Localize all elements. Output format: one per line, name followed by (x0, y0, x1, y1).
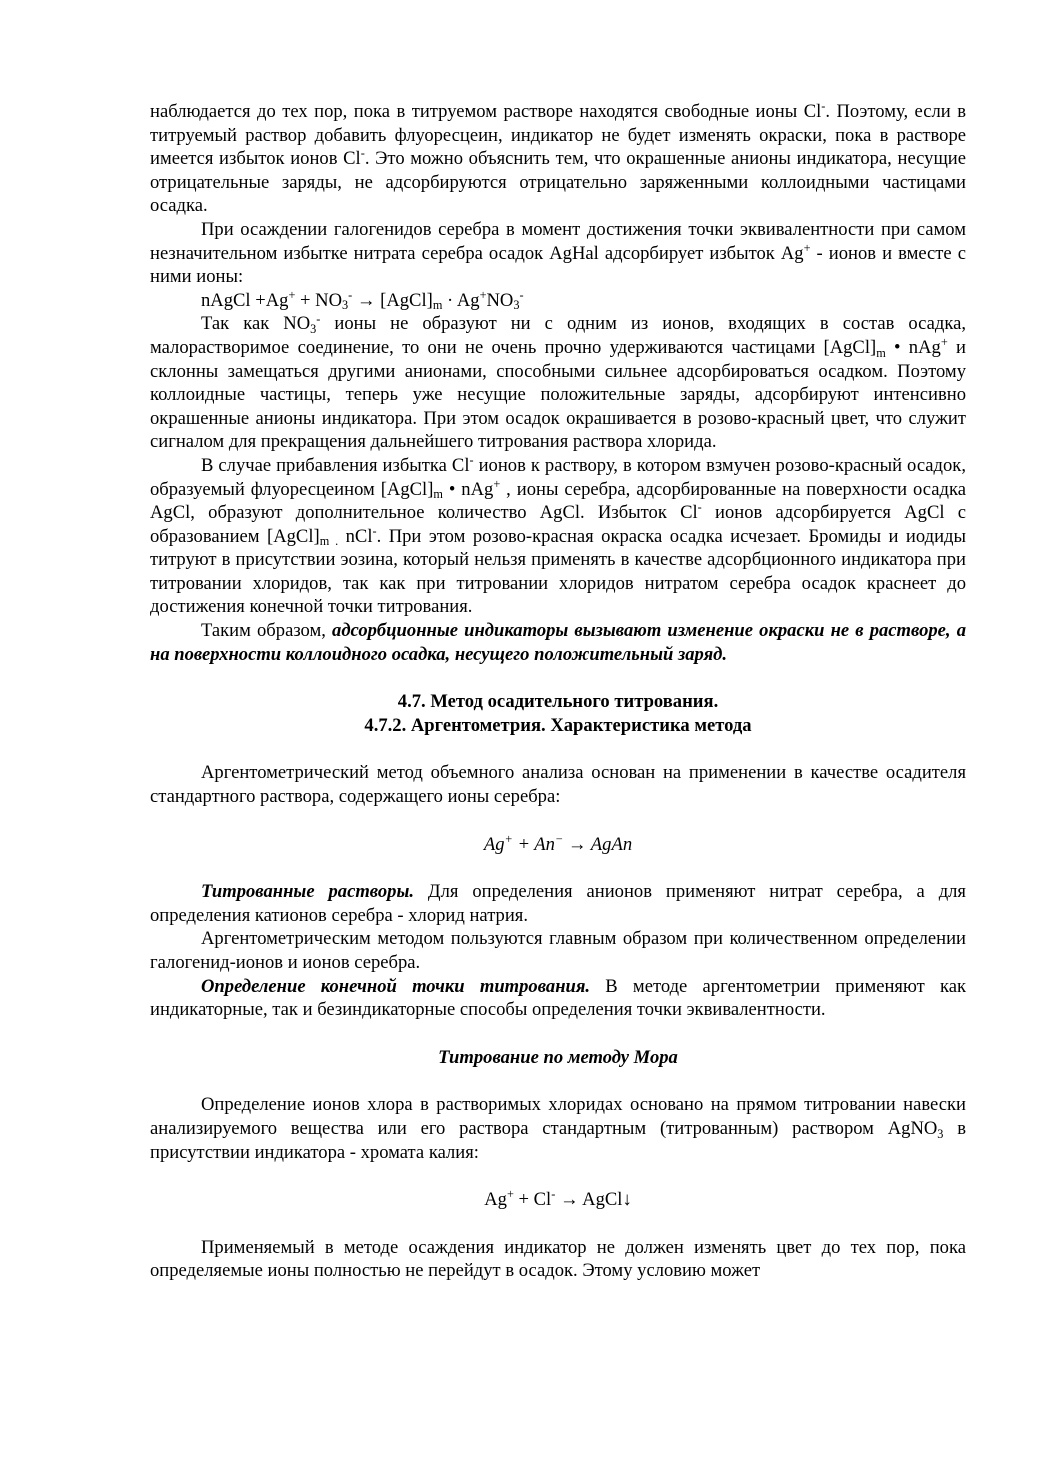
spacer (150, 1022, 966, 1046)
paragraph-silver-halide-adsorption: При осаждении галогенидов серебра в момент достижения точки эквивалентности при самом незначительном избытке нитрата серебра осадок AgHal адсорбирует избыток Ag+ - ионов и вместе с ними ионы: (150, 218, 966, 288)
spacer (150, 1164, 966, 1188)
paragraph-nitrate-ions: Так как $NO_3^-$ ионы не образуют ни с одним из ионов, входящих в состав осадка, малорастворимое соединение, то они не очень прочно удерживаются частицами $[AgCl]_m$ • nAg+ и склонны замещаться другими анионами, способными сильнее адсорбироваться осадком. Поэтому коллоидные частицы, теперь уже несущие положительные заряды, адсорбируют интенсивно окрашенные анионы индикатора. При этом осадок окрашивается в розово-красный цвет, что служит сигналом для прекращения дальнейшего титрования раствора хлорида. (150, 311, 966, 453)
mohr-method-heading: Титрование по методу Мора (438, 1046, 678, 1068)
spacer (150, 856, 966, 880)
formula-agcl-micelle: nAgCl $+Ag^+ + NO_3^-$ → $[AgCl]_m \cdot Ag^+NO_3^-$ (201, 288, 524, 313)
spacer (150, 1212, 966, 1236)
section-heading: 4.7. Метод осадительного титрования. (397, 691, 719, 713)
emphasis-text: Определение конечной точки титрования. (201, 975, 591, 997)
spacer (150, 1069, 966, 1093)
spacer (150, 737, 966, 761)
paragraph-indicator-condition: Применяемый в методе осаждения индикатор не должен изменять цвет до тех пор, пока определяемые ионы полностью не перейдут в осадок. Этому условию может (150, 1236, 966, 1282)
formula-ag-cl: Ag+ + Cl- → AgCl↓ (484, 1187, 632, 1211)
page-content (150, 100, 966, 1283)
emphasis-text: адсорбционные индикаторы вызывают изменение окраски не в растворе, а на поверхности коллоидного осадка, несущего положительный заряд. (150, 620, 966, 665)
emphasis-text: Титрованные растворы. (201, 881, 415, 903)
subsection-heading: 4.7.2. Аргентометрия. Характеристика метода (364, 714, 752, 736)
paragraph-method-usage: Аргентометрическим методом пользуются главным образом при количественном определении галогенид-ионов и ионов серебра. (150, 928, 966, 973)
paragraph-fluorescein-chloride: наблюдается до тех пор, пока в титруемом растворе находятся свободные ионы Cl-. Поэтому, если в титруемый раствор добавить флуоресцеин, индикатор не будет изменять окраски, пока в растворе имеется избыток ионов Cl-. Это можно объяснить тем, что окрашенные анионы индикатора, несущие отрицательные заряды, не адсорбируются отрицательно заряженными коллоидными частицами осадка. (150, 99, 966, 217)
spacer (150, 666, 966, 690)
formula-ag-an: Ag+ + An− → AgAn (483, 831, 633, 855)
paragraph-excess-chloride: В случае прибавления избытка Cl- ионов к раствору, в котором взмучен розово-красный осадок, образуемый флуоресцеином $[AgCl]_m$ • nAg+ , ионы серебра, адсорбированные на поверхности осадка AgCl, образуют дополнительное количество AgCl. Избыток Cl- ионов адсорбируется AgCl с образованием $[AgCl]_{m .}$ nCl-. При этом розово-красная окраска осадка исчезает. Бромиды и иодиды титруют в присутствии эозина, который нельзя применять в качестве адсорбционного индикатора при титровании хлоридов, так как при титровании хлоридов нитратом серебра осадок краснеет до достижения конечной точки титрования. (150, 453, 967, 618)
paragraph-endpoint: Определение конечной точки титрования. В методе аргентометрии применяют как индикаторные, так и безиндикаторные способы определения точки эквивалентности. (150, 975, 967, 1021)
paragraph-mohr-chloride: Определение ионов хлора в растворимых хлоридах основано на прямом титровании навески анализируемого вещества или его раствора стандартным (титрованным) раствором AgNO$_3$ в присутствии индикатора - хромата калия: (150, 1094, 966, 1163)
paragraph-titrated-solutions: Титрованные растворы. Для определения анионов применяют нитрат серебра, а для определения катионов серебра - хлорид натрия. (150, 881, 966, 926)
paragraph-argentometry-intro: Аргентометрический метод объемного анализа основан на применении в качестве осадителя стандартного раствора, содержащего ионы серебра: (150, 762, 966, 808)
paragraph-conclusion: Таким образом, адсорбционные индикаторы вызывают изменение окраски не в растворе, а на поверхности коллоидного осадка, несущего положительный заряд. (150, 620, 966, 665)
spacer (150, 809, 966, 833)
